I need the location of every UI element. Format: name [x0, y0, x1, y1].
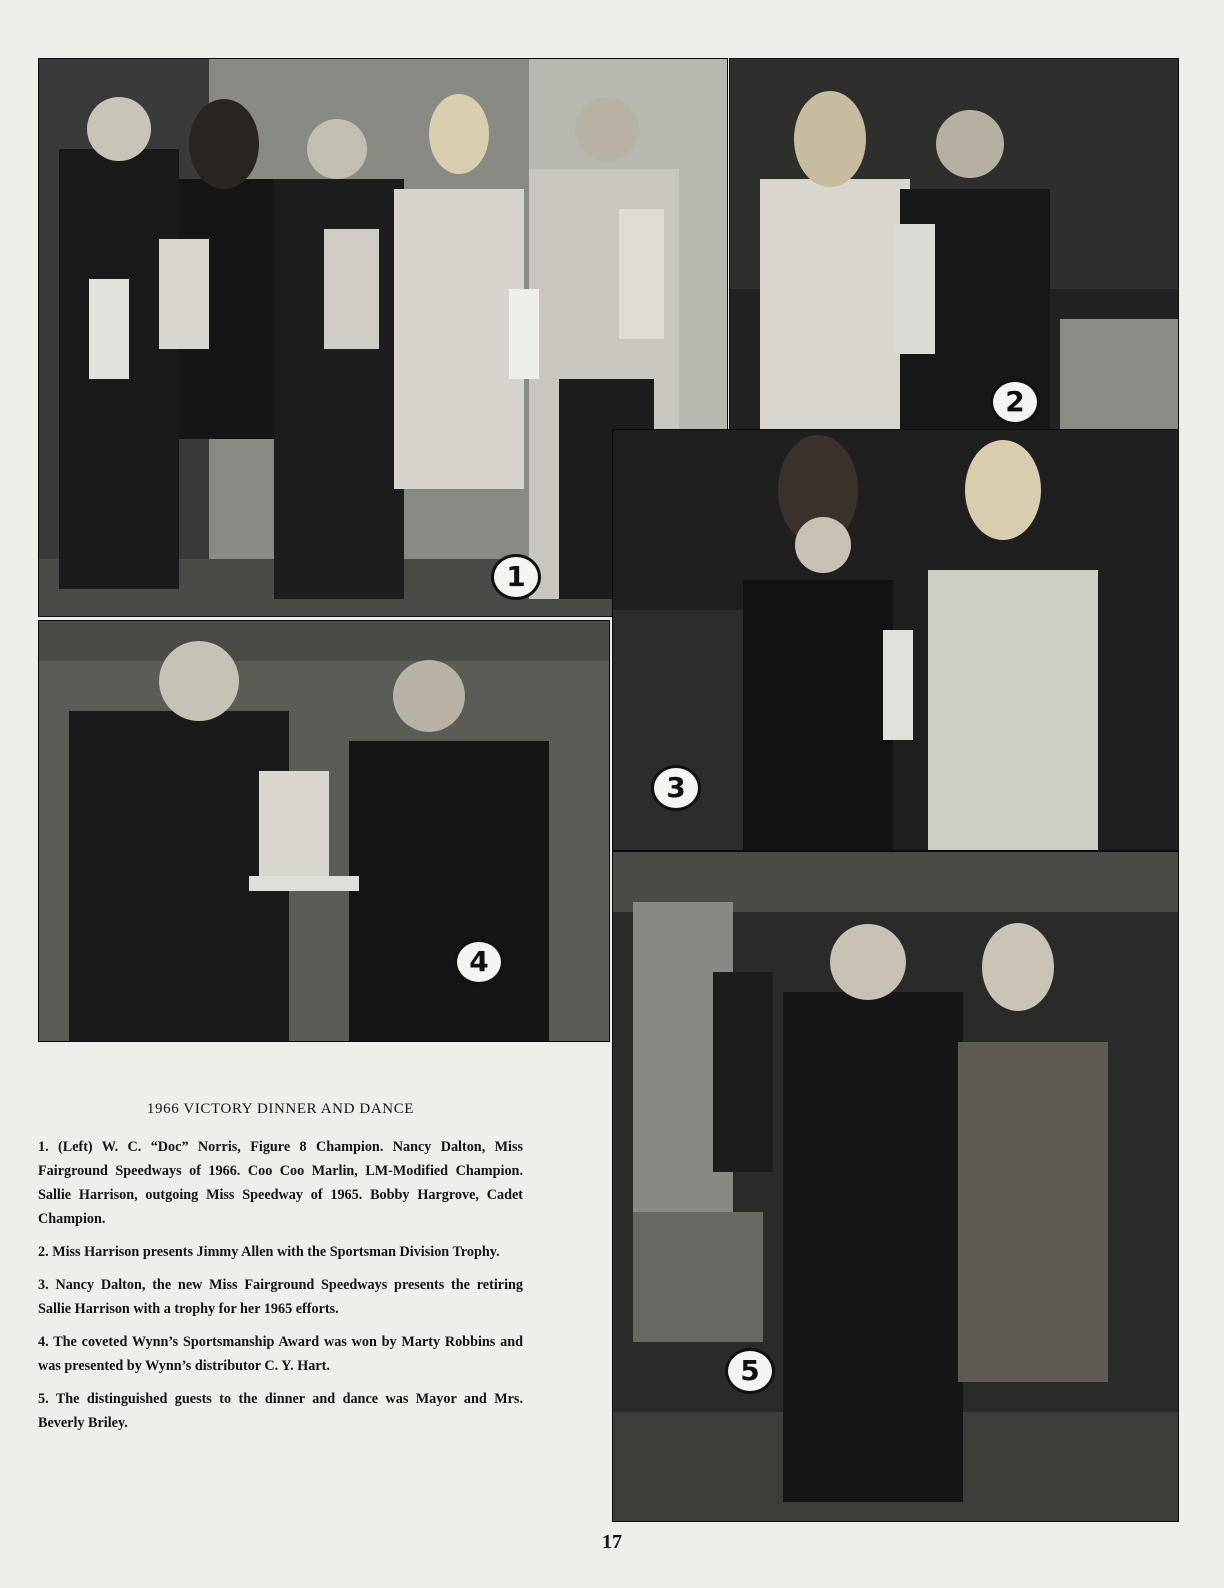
caption-title: 1966 VICTORY DINNER AND DANCE: [146, 1101, 415, 1117]
photo-5-mayor-and-mrs-briley: [612, 851, 1179, 1522]
photo-4-number-badge: 4: [454, 939, 504, 985]
photo-5-scene: [613, 852, 1178, 1521]
caption-item-5: 5. The distinguished guests to the dinner and dance was Mayor and Mrs. Beverly Briley.: [38, 1391, 523, 1431]
photo-3-number-badge: 3: [651, 765, 701, 811]
photo-1-number-badge: 1: [491, 554, 541, 600]
photo-2-number-badge: 2: [990, 379, 1040, 425]
caption-item-2: 2. Miss Harrison presents Jimmy Allen with the Sportsman Division Trophy.: [38, 1244, 500, 1260]
photo-3-trophy-presentation: [612, 429, 1179, 851]
photo-4-scene: [39, 621, 609, 1041]
caption-block: [38, 1097, 523, 1444]
photo-5-number-badge: 5: [725, 1348, 775, 1394]
caption-item-1: 1. (Left) W. C. “Doc” Norris, Figure 8 Champion. Nancy Dalton, Miss Fairground Speedways of 1966. Coo Coo Marlin, LM-Modified Champion. Sallie Harrison, outgoing Miss Speedway of 1965. Bobby Hargrove, Cadet Champion.: [38, 1139, 523, 1227]
photo-2-sportsman-trophy: [729, 58, 1179, 432]
caption-item-4: 4. The coveted Wynn’s Sportsmanship Award was won by Marty Robbins and was presented by Wynn’s distributor C. Y. Hart.: [38, 1334, 523, 1374]
photo-2-scene: [730, 59, 1178, 431]
photo-4-sportsmanship-award: [38, 620, 610, 1042]
caption-item-3: 3. Nancy Dalton, the new Miss Fairground Speedways presents the retiring Sallie Harrison with a trophy for her 1965 efforts.: [38, 1277, 523, 1317]
page-number: 17: [602, 1531, 622, 1553]
